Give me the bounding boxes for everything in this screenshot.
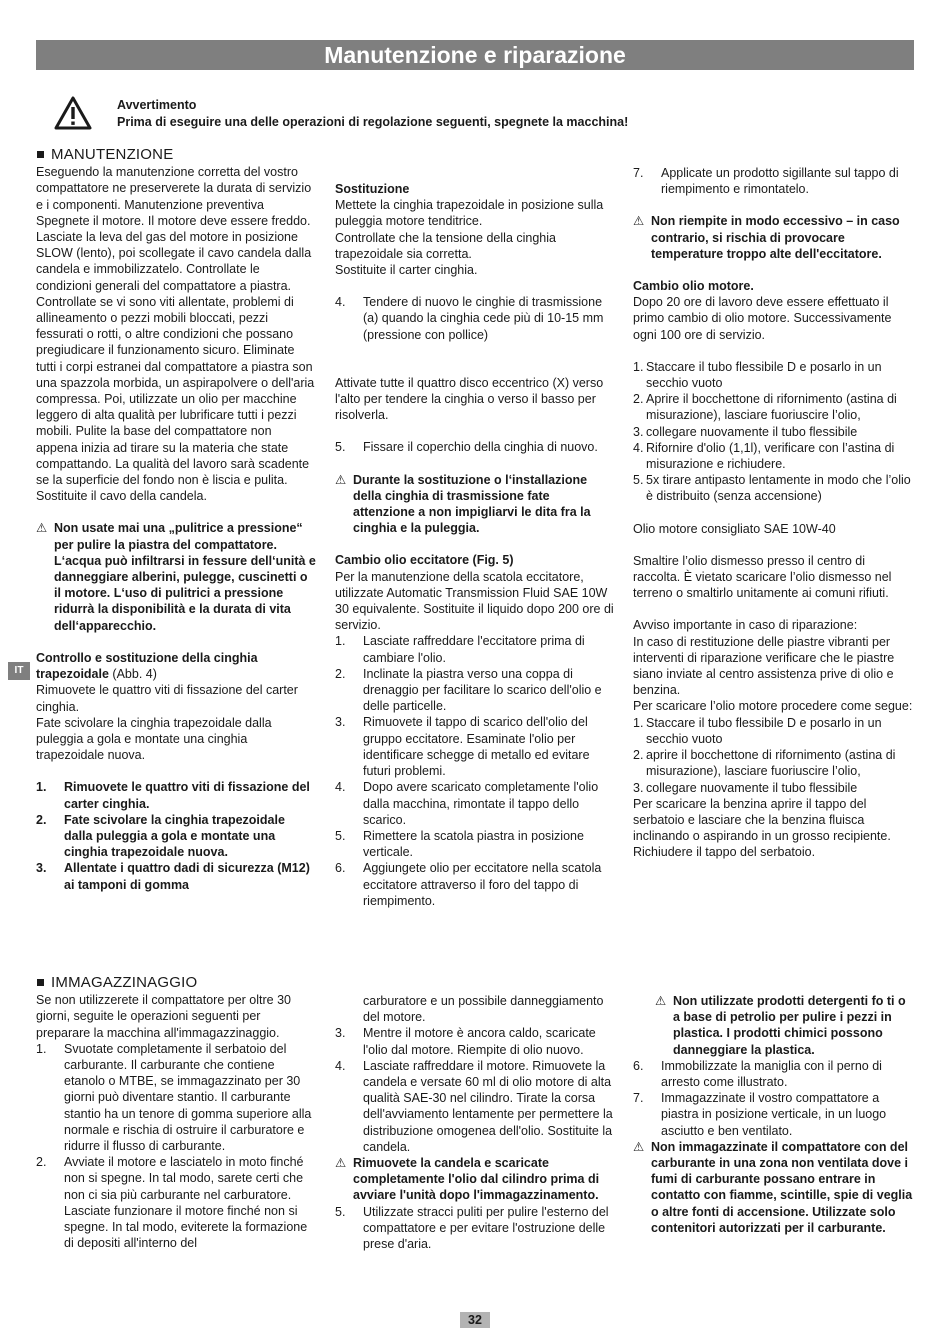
exciter-step: 6. Aggiungete olio per eccitatore nella scatola eccitatore attraverso il foro del tappo di riempimento.	[335, 861, 602, 908]
fuel-storage-warning: ⚠ Non immagazzinate il compattatore con del carburante in una zona non ventilata dove i fumi di carburante possano entrare in contatto con fiamme, scintille, spie di veglia o altre fonti di accensione. Utilizzate solo contenitori autorizzati per il carburante.	[633, 1139, 913, 1235]
fuel-drain-text: Per scaricare la benzina aprire il tappo del serbatoio e lasciare che la benzina fluisca inclinando o aspirando in un grosso recipiente. Richiudere il tappo del serbatoio.	[633, 796, 891, 860]
exciter-step: 2. Inclinate la piastra verso una coppa di drenaggio per facilitare lo scarico dell'olio e delle particelle.	[335, 666, 602, 714]
engine-oil-step: 4. Rifornire d'olio (1,1l), verificare con l’astina di misurazione e richiudere.	[633, 440, 895, 472]
warning-icon: ⚠	[633, 214, 645, 229]
replacement-line: Mettete la cinghia trapezoidale in posizione sulla puleggia motore tenditrice.	[335, 198, 604, 229]
warning-icon: ⚠	[36, 521, 48, 536]
exciter-step: 1. Lasciate raffreddare l'eccitatore prima di cambiare l'olio.	[335, 634, 585, 665]
storage-step: 5. Utilizzate stracci puliti per pulire l'esterno del compattatore e per evitare l'ostruzione delle prese d'aria.	[335, 1204, 609, 1252]
storage-step: 6. Immobilizzate la maniglia con il perno di arresto come illustrato.	[633, 1058, 882, 1090]
detergent-warning: ⚠ Non utilizzate prodotti detergenti fo ti o a base di petrolio per pulire i pezzi in plastica. I prodotti chimici possono danneggiare la plastica.	[655, 994, 906, 1057]
repair-notice: Per scaricare l’olio motore procedere come segue:	[633, 699, 913, 714]
repair-step: 3. collegare nuovamente il tubo flessibile	[633, 780, 858, 795]
warning-icon: ⚠	[335, 1156, 347, 1171]
engine-oil-step: 1. Staccare il tubo flessibile D e posarlo in un secchio vuoto	[633, 359, 882, 391]
repair-notice: Avviso importante in caso di riparazione:	[633, 618, 858, 633]
belt-section-heading: Controllo e sostituzione della cinghia trapezoidale (Abb. 4)	[36, 650, 258, 682]
tension-step: 4. Tendere di nuovo le cinghie di trasmissione (a) quando la cinghia cede più di 10-15 mm (pressione con pollice)	[335, 295, 604, 342]
section-heading-manutenzione: MANUTENZIONE	[36, 147, 316, 163]
repair-step: 2. aprire il bocchettone di rifornimento (astina di misurazione), lasciare fuoriuscire l’olio,	[633, 748, 896, 779]
pressure-washer-warning: ⚠ Non usate mai una „pulitrice a pressione“ per pulire la piastra del compattatore. L‘acqua può infiltrarsi in fessure dell‘unità e danneggiare alberini, pulegge, cuscinetti o il motore. L‘uso di pulitrici a pressione ridurrà la disponibilità e la durata di vita dell‘apparecchio.	[36, 521, 316, 633]
exciter-oil-heading: Cambio olio eccitatore (Fig. 5)	[335, 553, 514, 568]
storage-step: 1. Svuotate completamente il serbatoio del carburante. Il carburante che contiene etanolo o MTBE, se immagazzinato per 30 giorni può diventare stantio. Il carburante stantio ha un tenore di gomma superiore alla normale e rischia di ostruire il carburatore e ridurre il flusso di carburante.	[36, 1041, 312, 1154]
exciter-step: 5. Rimettere la scatola piastra in posizione verticale.	[335, 828, 584, 860]
warning-triangle-icon	[54, 96, 92, 130]
belt-step: 3. Allentate i quattro dadi di sicurezza (M12) ai tamponi di gomma	[36, 861, 310, 892]
sealant-step: 7. Applicate un prodotto sigillante sul tappo di riempimento e rimontatelo.	[633, 166, 899, 197]
storage-step: 4. Lasciate raffreddare il motore. Rimuovete la candela e versate 60 ml di olio motore di alta qualità SAE-30 nel cilindro. Tirate la corsa dell'avviamento lentamente per permettere la distribuzione omogenea dell'olio. Sostituite la candela.	[335, 1058, 613, 1154]
exciter-oil-text: Per la manutenzione della scatola eccitatore, utilizzate Automatic Transmission Fluid SAE 10W 30 equivalente. Sostituite il liquido dopo 200 ore di servizio.	[335, 569, 614, 633]
belt-finger-warning: ⚠ Durante la sostituzione o l‘installazione della cinghia di trasmissione fate attenzione a non impigliarvi le dita fra la cinghia e la puleggia.	[335, 472, 591, 536]
exciter-step: 4. Dopo avere scaricato completamente l'olio dalla macchina, rimontate il tappo dello scarico.	[335, 780, 599, 827]
column-1-storage	[36, 975, 316, 1251]
cover-step: 5. Fissare il coperchio della cinghia di nuovo.	[335, 440, 598, 455]
storage-step: 7. Immagazzinate il vostro compattatore a piastra in posizione verticale, in un luogo asciutto e ben ventilato.	[633, 1091, 887, 1138]
warning-box	[54, 94, 914, 134]
belt-text-1: Rimuovete le quattro viti di fissazione del carter cinghia.	[36, 683, 298, 714]
engine-oil-text: Dopo 20 ore di lavoro deve essere effettuato il primo cambio di olio motore. Successivamente ogni 100 ore di servizio.	[633, 295, 892, 342]
replacement-heading: Sostituzione	[335, 182, 410, 196]
page-number: 32	[460, 1312, 490, 1328]
replacement-line: Controllate che la tensione della cinghia trapezoidale sia corretta.	[335, 230, 556, 261]
language-tab: IT	[8, 662, 30, 680]
column-3-storage	[633, 993, 914, 1236]
repair-step: 1. Staccare il tubo flessibile D e posarlo in un secchio vuoto	[633, 715, 882, 746]
belt-step: 2. Fate scivolare la cinghia trapezoidale dalla puleggia a gola e montate una cinghia trapezoidale nuova.	[36, 812, 285, 860]
square-bullet-icon	[37, 151, 44, 158]
column-3-engine-oil	[633, 165, 914, 861]
replacement-line: Sostituite il carter cinghia.	[335, 263, 478, 278]
warning-heading: Avvertimento	[117, 98, 197, 112]
warning-text: Prima di eseguire una delle operazioni di regolazione seguenti, spegnete la macchina!	[117, 115, 629, 129]
oil-disposal-text: Smaltire l’olio dismesso presso il centro di raccolta. È vietato scaricare l’olio dismesso nel terreno o smaltirlo unitamente ai comuni rifiuti.	[633, 553, 892, 601]
engine-oil-heading: Cambio olio motore.	[633, 279, 754, 294]
column-2-storage	[335, 993, 614, 1252]
spark-plug-warning: ⚠ Rimuovete la candela e scaricate completamente l'olio dal cilindro prima di avviare l'unità dopo l'immagazzinamento.	[335, 1156, 600, 1203]
warning-icon: ⚠	[633, 1139, 645, 1154]
recommended-oil: Olio motore consigliato SAE 10W-40	[633, 521, 836, 536]
warning-icon: ⚠	[335, 472, 347, 487]
square-bullet-icon	[37, 979, 44, 986]
column-2-belt-and-exciter	[335, 181, 614, 909]
engine-oil-step: 3. collegare nuovamente il tubo flessibile	[633, 424, 858, 439]
repair-notice: In caso di restituzione delle piastre vibranti per interventi di riparazione verificare che le piastre siano inviate al centro assistenza prive di olio e benzina.	[633, 634, 895, 698]
overfill-warning: ⚠ Non riempite in modo eccessivo – in caso contrario, si rischia di provocare temperature troppo alte dell'eccitatore.	[633, 214, 900, 261]
warning-icon: ⚠	[655, 994, 667, 1008]
storage-step: 2. Avviate il motore e lasciatelo in moto finché non si spegne. In tal modo, sarete certi che non ci sia più carburante nel carburatore. Lasciate funzionare il motore finché non si spegne. In tal modo, eviterete la formazione di depositi all'interno del	[36, 1155, 308, 1251]
engine-oil-step: 5. 5x tirare antipasto lentamente in modo che l’olio è distribuito (senza accensione)	[633, 473, 911, 504]
belt-text-2: Fate scivolare la cinghia trapezoidale dalla puleggia a gola e montate una cinghia trapezoidale nuova.	[36, 715, 272, 763]
section-heading-immagazzinaggio: IMMAGAZZINAGGIO	[36, 975, 316, 991]
belt-step: 1. Rimuovete le quattro viti di fissazione del carter cinghia.	[36, 780, 310, 811]
column-1-maintenance	[36, 147, 316, 893]
exciter-step: 3. Rimuovete il tappo di scarico dell'olio del gruppo eccitatore. Esaminate l'olio per identificare schegge di metallo ed evitare futuri problemi.	[335, 715, 590, 779]
storage-step-continued: carburatore e un possibile danneggiamento del motore.	[363, 994, 604, 1025]
eccentric-text: Attivate tutte il quattro disco eccentrico (X) verso l'alto per tendere la cinghia o verso il basso per risolverla.	[335, 375, 604, 423]
storage-intro: Se non utilizzerete il compattatore per oltre 30 giorni, seguite le operazioni seguenti per preparare la macchina all'immagazzinaggio.	[36, 993, 291, 1040]
engine-oil-step: 2. Aprire il bocchettone di rifornimento (astina di misurazione), lasciare fuoriuscire l’olio,	[633, 392, 897, 423]
page-title: Manutenzione e riparazione	[36, 40, 914, 70]
storage-step: 3. Mentre il motore è ancora caldo, scaricate l'olio dal motore. Riempite di olio nuovo.	[335, 1026, 596, 1057]
maintenance-intro: Eseguendo la manutenzione corretta del vostro compattatore ne preserverete la durata di servizio e i componenti. Manutenzione preventiva Spegnete il motore. Il motore deve essere freddo. Lasciate la leva del gas del motore in posizione SLOW (lento), poi scollegate il cavo candela dalla candela e immobilizzatelo. Controllate le condizioni generali del compattatore a piastra. Controllate se vi sono viti allentate, problemi di allineamento o pezzi mobili bloccati, pezzi fessurati o rotti, o altre condizioni che possano pregiudicare il funzionamento sicuro. Eliminate tutti i corpi estranei dal compattatore a piastra son una spazzola morbida, un aspirapolvere o dell'aria compressa. Poi, utilizzate un olio per macchine leggero di alta qualità per lubrificare tutti i pezzi mobili. Pulite la base del compattatore non appena inizia ad tirare su la materia che state compattando. La qualità del lavoro sarà scadente se la superficie del fondo non è liscia e pulita. Sostituite il cavo della candela.	[36, 165, 315, 504]
